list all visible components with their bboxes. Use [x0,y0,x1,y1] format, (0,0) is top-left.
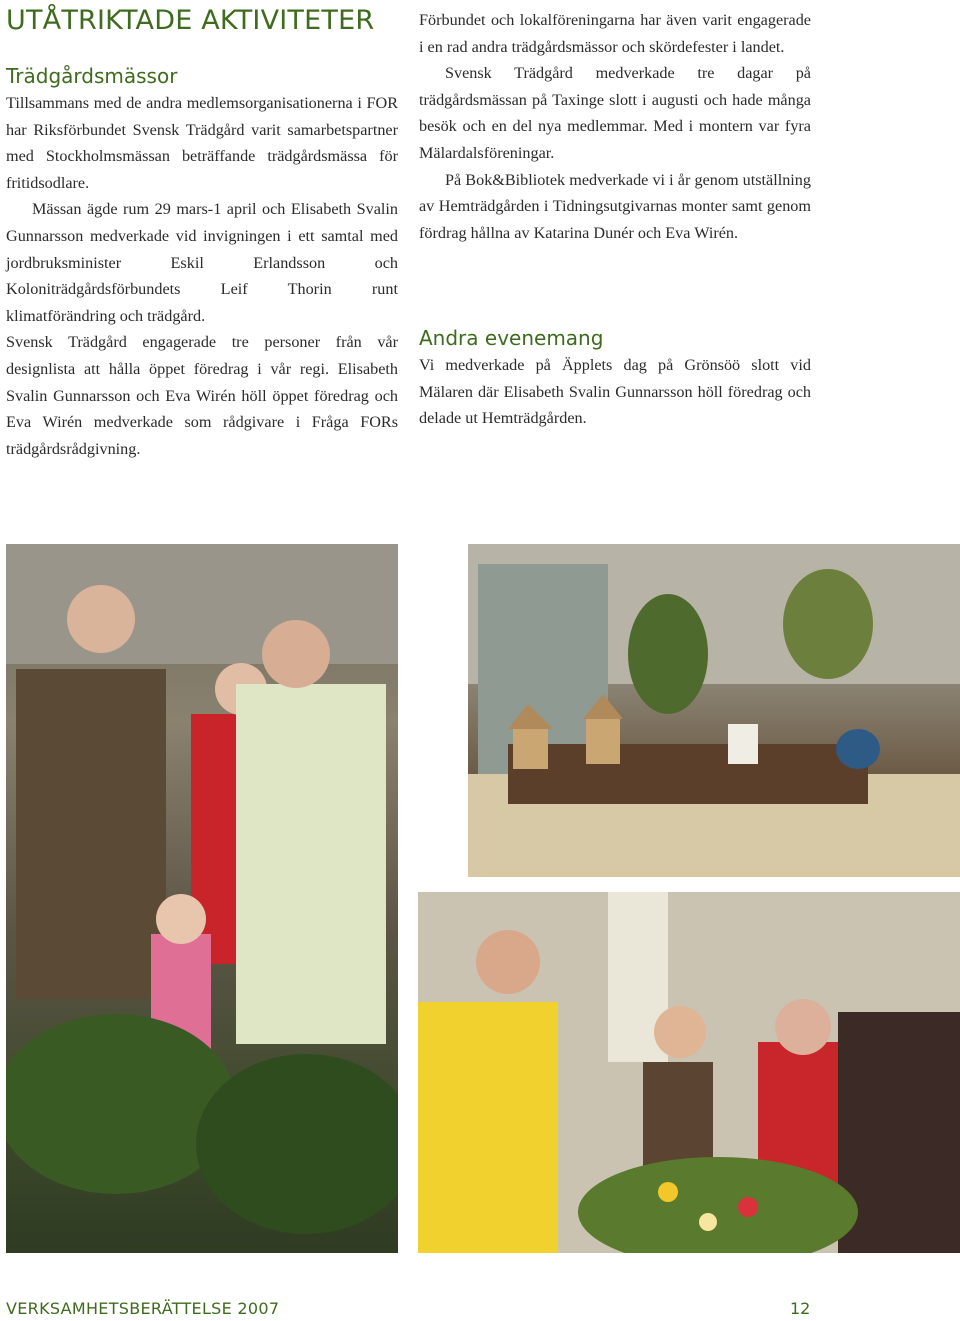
right-body-text-2 [419,352,811,432]
paragraph: Tillsammans med de andra medlemsorganisationerna i FOR har Riksförbundet Svensk Trädgård varit samarbetspartner med Stockholmsmässan beträffande trädgårdsmässa för fritidsodlare. [6,94,398,192]
paragraph: Svensk Trädgård medverkade tre dagar på trädgårdsmässan på Taxinge slott i augusti och hade många besök och en del nya medlemmar. Med i montern var fyra Mälardalsföreningar. [419,64,811,162]
paragraph: Förbundet och lokalföreningarna har även varit engagerade i en rad andra trädgårdsmässor och skördefester i landet. [419,11,811,56]
photo-flower-arranging [418,892,960,1253]
section-heading-andra-evenemang: Andra evenemang [419,326,604,350]
page-number: 12 [790,1299,811,1318]
right-body-text [419,7,811,246]
footer-report-title: VERKSAMHETSBERÄTTELSE 2007 [6,1299,280,1318]
photo-exhibition-stand [468,544,960,877]
page-title: UTÅTRIKTADE AKTIVITETER [6,5,375,36]
paragraph: Vi medverkade på Äpplets dag på Grönsöö slott vid Mälaren där Elisabeth Svalin Gunnarsson höll föredrag och delade ut Hemträdgården. [419,356,811,428]
paragraph: Mässan ägde rum 29 mars-1 april och Elisabeth Svalin Gunnarsson medverkade vid invigningen i ett samtal med jordbruksminister Eskil Erlandsson och Koloniträdgårdsförbundets Leif Thorin runt klimatförändring och trädgård. [6,200,398,325]
left-body-text [6,90,398,462]
paragraph: På Bok&Bibliotek medverkade vi i år genom utställning av Hemträdgården i Tidningsutgivarnas monter samt genom fördrag hållna av Katarina Dunér och Eva Wirén. [419,170,811,242]
photo-fair-visitors [6,544,398,1253]
section-heading-tradgardsmassor: Trädgårdsmässor [6,64,178,88]
paragraph: Svensk Trädgård engagerade tre personer från vår designlista att hålla öppet föredrag i vår regi. Elisabeth Svalin Gunnarsson och Eva Wirén höll öppet föredrag och Eva Wirén medverkade som rådgivare i Fråga FORs trädgårdsrådgivning. [6,333,398,458]
